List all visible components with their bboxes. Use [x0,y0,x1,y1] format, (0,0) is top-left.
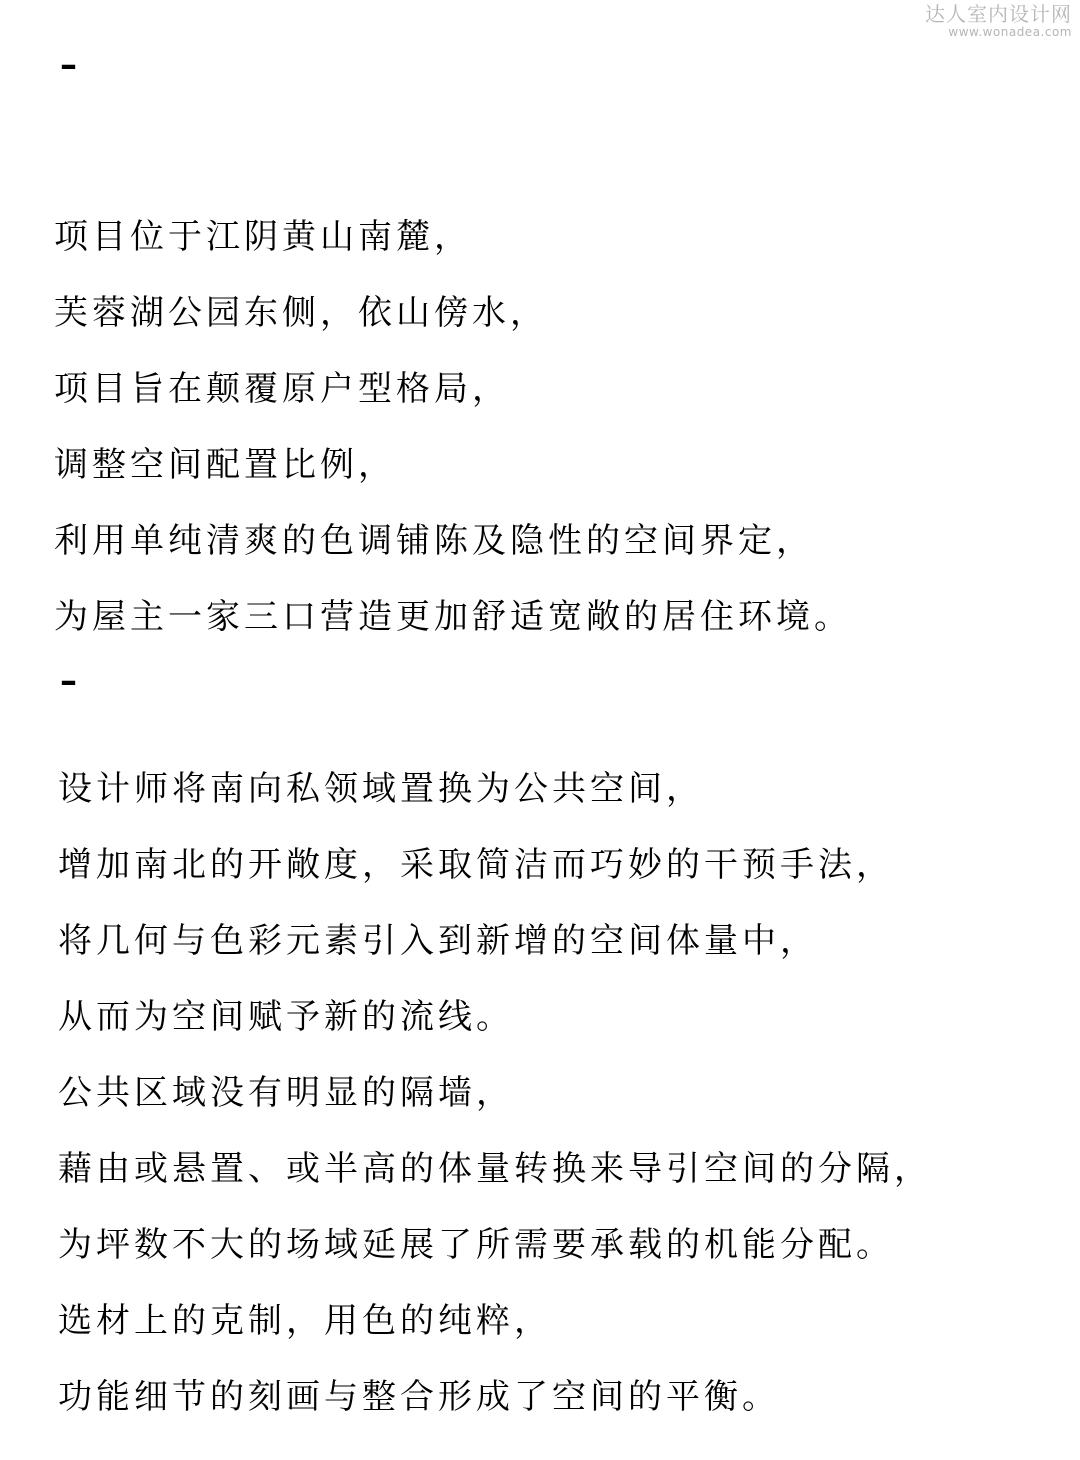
paragraph-line: 为坪数不大的场域延展了所需要承载的机能分配。 [58,1225,894,1265]
paragraph-line: 选材上的克制，用色的纯粹， [58,1301,552,1341]
paragraph-line: 藉由或悬置、或半高的体量转换来导引空间的分隔， [58,1149,932,1189]
paragraph-line: 芙蓉湖公园东侧，依山傍水， [54,293,548,333]
section-divider-top: – [60,45,77,85]
paragraph-line: 增加南北的开敞度，采取简洁而巧妙的干预手法， [58,845,894,885]
paragraph-line: 公共区域没有明显的隔墙， [58,1073,514,1113]
paragraph-design-approach [58,751,932,1435]
paragraph-line: 项目位于江阴黄山南麓， [54,217,472,257]
paragraph-line: 将几何与色彩元素引入到新增的空间体量中， [58,921,818,961]
watermark-url: www.wonadea.com [948,25,1072,39]
section-divider-middle: – [60,661,77,701]
paragraph-project-intro [54,199,852,655]
watermark [925,4,1072,38]
paragraph-line: 功能细节的刻画与整合形成了空间的平衡。 [58,1377,780,1417]
paragraph-line: 利用单纯清爽的色调铺陈及隐性的空间界定， [54,521,814,561]
paragraph-line: 项目旨在颠覆原户型格局， [54,369,510,409]
paragraph-line: 从而为空间赋予新的流线。 [58,997,514,1037]
watermark-site-name: 达人室内设计网 [925,2,1072,26]
paragraph-line: 调整空间配置比例， [54,445,396,485]
paragraph-line: 为屋主一家三口营造更加舒适宽敞的居住环境。 [54,597,852,637]
paragraph-line: 设计师将南向私领域置换为公共空间， [58,769,704,809]
